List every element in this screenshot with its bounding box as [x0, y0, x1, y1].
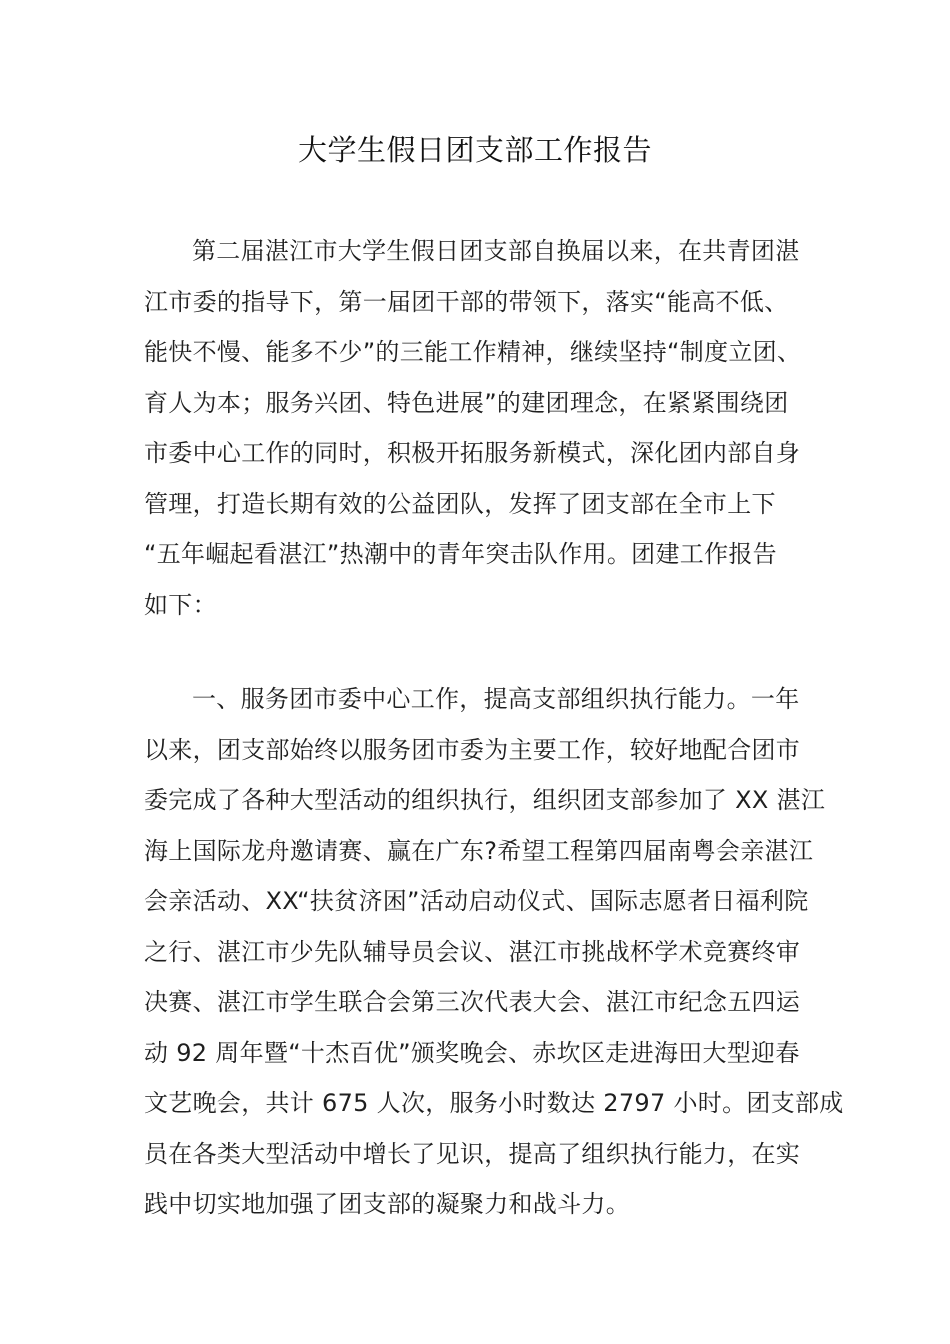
paragraph-intro — [144, 226, 816, 630]
paragraph-line: 江市委的指导下，第一届团干部的带领下，落实“能高不低、 — [144, 287, 789, 316]
paragraph-line: 践中切实地加强了团支部的凝聚力和战斗力。 — [144, 1190, 630, 1218]
paragraph-line: 以来，团支部始终以服务团市委为主要工作，较好地配合团市 — [144, 735, 801, 764]
paragraph-line: 第二届湛江市大学生假日团支部自换届以来，在共青团湛 — [192, 237, 800, 265]
paragraph-line: 能快不慢、能多不少”的三能工作精神，继续坚持“制度立团、 — [144, 338, 802, 366]
paragraph-line: 文艺晚会，共计 675 人次，服务小时数达 2797 小时。团支部成 — [144, 1089, 844, 1117]
paragraph-line: 委完成了各种大型活动的组织执行，组织团支部参加了 XX 湛江 — [144, 786, 826, 814]
paragraph-line: 一、服务团市委中心工作，提高支部组织执行能力。一年 — [192, 685, 800, 713]
paragraph-line: 如下： — [144, 590, 217, 619]
paragraph-line: “五年崛起看湛江”热潮中的青年突击队作用。团建工作报告 — [144, 540, 777, 568]
paragraph-section-one — [144, 674, 844, 1230]
paragraph-line: 会亲活动、XX“扶贫济困”活动启动仪式、国际志愿者日福利院 — [144, 887, 809, 915]
paragraph-line: 员在各类大型活动中增长了见识，提高了组织执行能力，在实 — [144, 1139, 801, 1168]
paragraph-line: 管理，打造长期有效的公益团队，发挥了团支部在全市上下 — [144, 489, 776, 518]
paragraph-line: 市委中心工作的同时，积极开拓服务新模式，深化团内部自身 — [144, 439, 801, 467]
paragraph-line: 动 92 周年暨“十杰百优”颁奖晚会、赤坎区走进海田大型迎春 — [144, 1038, 800, 1067]
paragraph-line: 海上国际龙舟邀请赛、赢在广东?希望工程第四届南粤会亲湛江 — [144, 836, 814, 865]
paragraph-line: 之行、湛江市少先队辅导员会议、湛江市挑战杯学术竞赛终审 — [144, 937, 801, 966]
paragraph-line: 决赛、湛江市学生联合会第三次代表大会、湛江市纪念五四运 — [144, 988, 801, 1016]
paragraph-line: 育人为本；服务兴团、特色进展”的建团理念，在紧紧围绕团 — [144, 388, 789, 417]
document-title: 大学生假日团支部工作报告 — [297, 133, 652, 167]
